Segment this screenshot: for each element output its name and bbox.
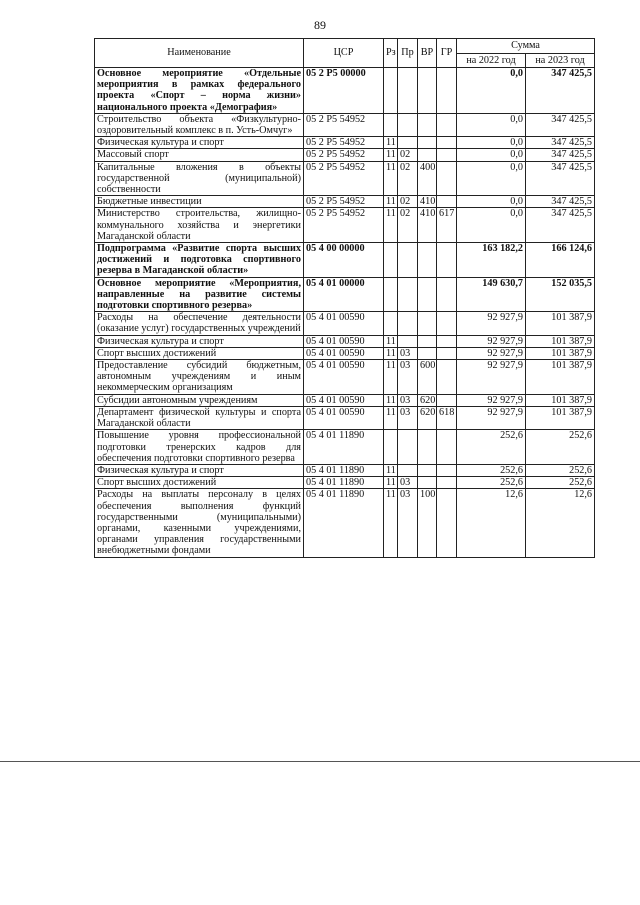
cell-gr: 618 xyxy=(437,406,457,429)
cell-name: Спорт высших достижений xyxy=(95,347,304,359)
cell-csr: 05 4 01 11890 xyxy=(304,489,384,557)
cell-name: Расходы на выплаты персоналу в целях обеспечения выполнения функций государственными (муниципальными) органами, казенными учреждениями, органами управления государственными внебюджетными фондами xyxy=(95,489,304,557)
cell-gr xyxy=(437,137,457,149)
cell-name: Основное мероприятие «Отдельные мероприятия в рамках федерального проекта «Спорт – норма жизни» национального проекта «Демография» xyxy=(95,68,304,114)
cell-vr xyxy=(418,477,437,489)
table-row xyxy=(95,312,595,335)
cell-csr: 05 2 P5 54952 xyxy=(304,161,384,196)
header-gr: ГР xyxy=(437,39,457,68)
cell-csr: 05 4 01 11890 xyxy=(304,464,384,476)
cell-y2023: 252,6 xyxy=(526,464,595,476)
cell-name: Строительство объекта «Физкультурно-оздоровительный комплекс в п. Усть-Омчуг» xyxy=(95,113,304,136)
cell-rz xyxy=(384,243,398,278)
cell-vr xyxy=(418,277,437,312)
cell-name: Субсидии автономным учреждениям xyxy=(95,394,304,406)
header-csr: ЦСР xyxy=(304,39,384,68)
cell-y2022: 163 182,2 xyxy=(457,243,526,278)
cell-rz: 11 xyxy=(384,464,398,476)
table-row xyxy=(95,277,595,312)
cell-gr xyxy=(437,394,457,406)
cell-pr: 02 xyxy=(398,161,418,196)
header-rz: Рз xyxy=(384,39,398,68)
cell-csr: 05 4 01 00590 xyxy=(304,360,384,395)
cell-rz: 11 xyxy=(384,394,398,406)
cell-gr: 617 xyxy=(437,208,457,243)
cell-vr: 410 xyxy=(418,196,437,208)
cell-name: Предоставление субсидий бюджетным, автономным учреждениям и иным некоммерческим организациям xyxy=(95,360,304,395)
cell-y2023: 347 425,5 xyxy=(526,68,595,114)
table-row xyxy=(95,489,595,557)
cell-csr: 05 2 P5 00000 xyxy=(304,68,384,114)
cell-rz xyxy=(384,68,398,114)
table-row xyxy=(95,208,595,243)
cell-y2022: 92 927,9 xyxy=(457,394,526,406)
cell-rz xyxy=(384,312,398,335)
cell-gr xyxy=(437,243,457,278)
cell-vr xyxy=(418,335,437,347)
table-row xyxy=(95,464,595,476)
table-row xyxy=(95,394,595,406)
cell-name: Повышение уровня профессиональной подготовки тренерских кадров для обеспечения подготовки спортивного резерва xyxy=(95,430,304,465)
page-divider xyxy=(0,761,640,762)
cell-csr: 05 4 01 00590 xyxy=(304,394,384,406)
cell-name: Физическая культура и спорт xyxy=(95,335,304,347)
cell-gr xyxy=(437,347,457,359)
cell-pr: 03 xyxy=(398,394,418,406)
cell-vr: 410 xyxy=(418,208,437,243)
cell-vr xyxy=(418,312,437,335)
cell-vr: 100 xyxy=(418,489,437,557)
cell-y2023: 252,6 xyxy=(526,477,595,489)
cell-y2023: 12,6 xyxy=(526,489,595,557)
header-year-2022: на 2022 год xyxy=(457,54,526,68)
cell-gr xyxy=(437,196,457,208)
cell-gr xyxy=(437,464,457,476)
cell-csr: 05 4 01 00590 xyxy=(304,312,384,335)
cell-pr xyxy=(398,464,418,476)
cell-pr xyxy=(398,312,418,335)
cell-pr: 03 xyxy=(398,477,418,489)
header-year-2023: на 2023 год xyxy=(526,54,595,68)
budget-table xyxy=(94,38,595,558)
cell-csr: 05 4 01 00590 xyxy=(304,335,384,347)
cell-name: Основное мероприятие «Мероприятия, направленные на развитие системы подготовки спортивного резерва» xyxy=(95,277,304,312)
cell-y2023: 101 387,9 xyxy=(526,360,595,395)
cell-rz: 11 xyxy=(384,208,398,243)
cell-y2023: 101 387,9 xyxy=(526,406,595,429)
cell-gr xyxy=(437,360,457,395)
cell-pr: 03 xyxy=(398,489,418,557)
cell-y2023: 347 425,5 xyxy=(526,113,595,136)
table-row xyxy=(95,196,595,208)
table-body xyxy=(95,68,595,558)
header-pr: Пр xyxy=(398,39,418,68)
cell-pr: 02 xyxy=(398,208,418,243)
cell-y2022: 0,0 xyxy=(457,149,526,161)
cell-y2023: 152 035,5 xyxy=(526,277,595,312)
cell-name: Капитальные вложения в объекты государственной (муниципальной) собственности xyxy=(95,161,304,196)
cell-gr xyxy=(437,312,457,335)
cell-vr xyxy=(418,68,437,114)
cell-y2023: 252,6 xyxy=(526,430,595,465)
cell-name: Спорт высших достижений xyxy=(95,477,304,489)
cell-name: Департамент физической культуры и спорта Магаданской области xyxy=(95,406,304,429)
cell-vr xyxy=(418,149,437,161)
cell-y2022: 252,6 xyxy=(457,464,526,476)
cell-csr: 05 4 01 11890 xyxy=(304,477,384,489)
cell-csr: 05 2 P5 54952 xyxy=(304,208,384,243)
cell-rz: 11 xyxy=(384,406,398,429)
cell-y2022: 0,0 xyxy=(457,137,526,149)
cell-y2023: 347 425,5 xyxy=(526,161,595,196)
cell-y2023: 101 387,9 xyxy=(526,347,595,359)
cell-csr: 05 2 P5 54952 xyxy=(304,113,384,136)
cell-vr xyxy=(418,137,437,149)
cell-name: Массовый спорт xyxy=(95,149,304,161)
cell-rz: 11 xyxy=(384,149,398,161)
cell-vr: 600 xyxy=(418,360,437,395)
cell-y2022: 92 927,9 xyxy=(457,347,526,359)
cell-rz xyxy=(384,277,398,312)
cell-gr xyxy=(437,477,457,489)
cell-y2022: 252,6 xyxy=(457,477,526,489)
cell-name: Министерство строительства, жилищно-коммунального хозяйства и энергетики Магаданской области xyxy=(95,208,304,243)
cell-name: Подпрограмма «Развитие спорта высших достижений и подготовка спортивного резерва в Магаданской области» xyxy=(95,243,304,278)
cell-y2023: 347 425,5 xyxy=(526,137,595,149)
cell-csr: 05 4 01 00000 xyxy=(304,277,384,312)
cell-gr xyxy=(437,335,457,347)
cell-y2023: 101 387,9 xyxy=(526,335,595,347)
header-name: Наименование xyxy=(95,39,304,68)
cell-csr: 05 2 P5 54952 xyxy=(304,137,384,149)
cell-name: Бюджетные инвестиции xyxy=(95,196,304,208)
cell-y2022: 0,0 xyxy=(457,113,526,136)
cell-gr xyxy=(437,430,457,465)
cell-y2023: 347 425,5 xyxy=(526,208,595,243)
cell-rz: 11 xyxy=(384,360,398,395)
cell-rz: 11 xyxy=(384,347,398,359)
cell-pr xyxy=(398,137,418,149)
cell-vr xyxy=(418,347,437,359)
cell-y2022: 92 927,9 xyxy=(457,406,526,429)
cell-vr: 620 xyxy=(418,406,437,429)
cell-y2022: 0,0 xyxy=(457,161,526,196)
cell-csr: 05 4 01 00590 xyxy=(304,347,384,359)
cell-pr xyxy=(398,113,418,136)
cell-y2022: 92 927,9 xyxy=(457,312,526,335)
table-row xyxy=(95,137,595,149)
cell-y2022: 252,6 xyxy=(457,430,526,465)
cell-rz: 11 xyxy=(384,335,398,347)
cell-y2023: 347 425,5 xyxy=(526,149,595,161)
table-row xyxy=(95,347,595,359)
cell-csr: 05 2 P5 54952 xyxy=(304,149,384,161)
cell-vr: 620 xyxy=(418,394,437,406)
header-vr: ВР xyxy=(418,39,437,68)
cell-csr: 05 2 P5 54952 xyxy=(304,196,384,208)
cell-rz: 11 xyxy=(384,489,398,557)
table-row xyxy=(95,406,595,429)
cell-gr xyxy=(437,149,457,161)
cell-y2022: 0,0 xyxy=(457,208,526,243)
cell-name: Физическая культура и спорт xyxy=(95,137,304,149)
cell-y2022: 149 630,7 xyxy=(457,277,526,312)
table-row xyxy=(95,360,595,395)
cell-gr xyxy=(437,113,457,136)
cell-gr xyxy=(437,489,457,557)
cell-csr: 05 4 01 11890 xyxy=(304,430,384,465)
cell-y2022: 0,0 xyxy=(457,68,526,114)
cell-vr xyxy=(418,113,437,136)
cell-y2023: 101 387,9 xyxy=(526,394,595,406)
page-number: 89 xyxy=(314,18,326,32)
cell-csr: 05 4 00 00000 xyxy=(304,243,384,278)
cell-pr xyxy=(398,335,418,347)
table-row xyxy=(95,335,595,347)
cell-y2023: 347 425,5 xyxy=(526,196,595,208)
table-row xyxy=(95,430,595,465)
cell-pr: 02 xyxy=(398,149,418,161)
cell-pr: 02 xyxy=(398,196,418,208)
cell-y2022: 92 927,9 xyxy=(457,360,526,395)
cell-gr xyxy=(437,68,457,114)
header-sum: Сумма xyxy=(457,39,595,54)
cell-pr xyxy=(398,243,418,278)
table-row xyxy=(95,161,595,196)
cell-rz: 11 xyxy=(384,196,398,208)
cell-rz xyxy=(384,430,398,465)
cell-vr xyxy=(418,243,437,278)
cell-vr xyxy=(418,430,437,465)
cell-y2022: 12,6 xyxy=(457,489,526,557)
table-row xyxy=(95,68,595,114)
cell-vr xyxy=(418,464,437,476)
cell-pr xyxy=(398,277,418,312)
cell-rz: 11 xyxy=(384,161,398,196)
cell-y2023: 101 387,9 xyxy=(526,312,595,335)
cell-rz xyxy=(384,113,398,136)
cell-pr: 03 xyxy=(398,406,418,429)
cell-pr xyxy=(398,430,418,465)
table-row xyxy=(95,149,595,161)
cell-pr: 03 xyxy=(398,347,418,359)
table-row xyxy=(95,477,595,489)
cell-pr xyxy=(398,68,418,114)
cell-pr: 03 xyxy=(398,360,418,395)
cell-y2022: 92 927,9 xyxy=(457,335,526,347)
cell-csr: 05 4 01 00590 xyxy=(304,406,384,429)
cell-vr: 400 xyxy=(418,161,437,196)
cell-name: Физическая культура и спорт xyxy=(95,464,304,476)
table-row xyxy=(95,243,595,278)
cell-gr xyxy=(437,161,457,196)
cell-rz: 11 xyxy=(384,477,398,489)
cell-name: Расходы на обеспечение деятельности (оказание услуг) государственных учреждений xyxy=(95,312,304,335)
cell-y2022: 0,0 xyxy=(457,196,526,208)
cell-y2023: 166 124,6 xyxy=(526,243,595,278)
table-row xyxy=(95,113,595,136)
cell-rz: 11 xyxy=(384,137,398,149)
cell-gr xyxy=(437,277,457,312)
